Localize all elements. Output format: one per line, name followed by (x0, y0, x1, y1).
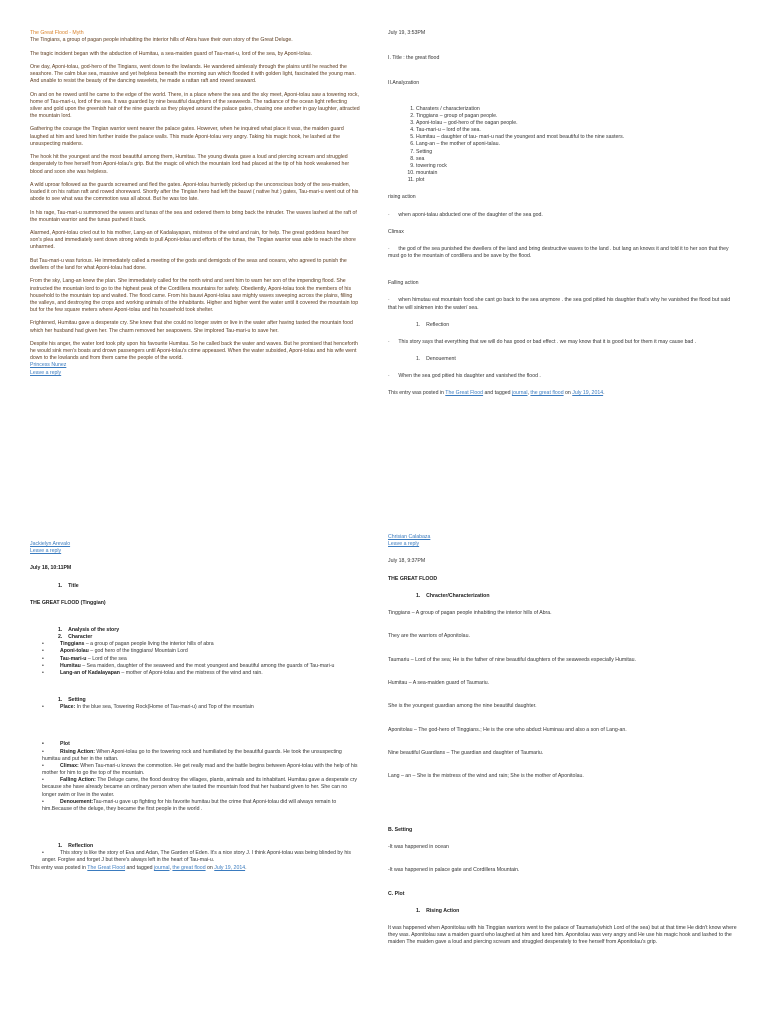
paragraph: But Tau-mari-u was furious. He immediately called a meeting of the gods and demigods of the seas and oceans, who agreed to punish the dwellers of the land for what Aponi-tolau had done. (30, 257, 347, 271)
heading-text: Character (68, 634, 93, 641)
list-item: • This story is like the story of Eva and Adan, The Garden of Eden. It's a nice story J. I think Aponi-tolau was being blinded by his anger. Forgive and forget J but there's always left in the heart of Tau-mai-u. (42, 850, 360, 864)
list-item: 2. Tinggians – group of pagan people. (416, 113, 738, 120)
heading-text: Chracter/Characterization (426, 592, 490, 599)
bullet-text: · the god of the sea punished the dwellers of the land and bring destructive waves to the land . but lang an knows it and told it to her son that they must go to the mountain of cordillera and be save by the flood. (388, 245, 729, 260)
list-item (42, 777, 360, 799)
plot-list (30, 741, 360, 813)
heading-text: Reflection (426, 321, 450, 328)
setting-list (30, 704, 360, 711)
item-name: Climax: (60, 762, 79, 769)
bullet-text: · This story says that everything that we will do has good or bad effect . we may know that it is good but for them it may cause bad . (388, 338, 697, 345)
paragraph: Humitau – A sea-maiden guard of Taumariu. (388, 679, 490, 686)
list-item: 7. Setting (416, 149, 738, 156)
list-item (42, 648, 360, 655)
paragraph: Frightened, Humitau gave a desperate cry. She knew that she could no longer swim or live in the water after having tasted the mountain food which her husband had given her. The charm removed her seapowers. She implored Tau-mari-u to save her. (30, 320, 353, 334)
paragraph: Taumariu – Lord of the sea; He is the father of nine beautiful daughters of the seaweeds especially Humitau. (388, 656, 636, 663)
item-name: Rising Action: (60, 748, 95, 755)
character-list (30, 641, 360, 677)
item-name: Denouement: (60, 798, 94, 805)
bullet-text-content: When the sea god pitied his daughter and vanished the flood . (398, 373, 541, 380)
post-title: The Great Flood - Myth (30, 30, 84, 36)
paragraph: Nine beautiful Guardians – The guardian and daughter of Taumariu. (388, 750, 544, 757)
story-heading: THE GREAT FLOOD (388, 575, 438, 582)
post-footer (30, 865, 360, 872)
footer-text: This entry was posted in (388, 390, 446, 397)
number: 1. (58, 843, 63, 850)
footer-text: . (603, 390, 605, 397)
list-item: 4. Tau-mari-u – lord of the sea. (416, 127, 738, 134)
heading-text: Analysis of the story (68, 626, 120, 633)
item-name: Falling Action: (60, 777, 96, 784)
paragraph: They are the warriors of Aponitolau. (388, 633, 470, 640)
item-name: Tau-mari-u (60, 655, 87, 662)
paragraph: The hook hit the youngest and the most beautiful among them, Humitau. The young diwata gave a loud and piercing scream and struggled desperately to free herself from Aponi-tolau's grip. But the magic oil which the mountain lord had placed at the tip of his hook weakened her blood and soon she was helpless. (30, 154, 350, 175)
number: 1. (58, 626, 63, 633)
heading-text: Reflection (68, 843, 94, 850)
section-label: Falling action (388, 280, 419, 287)
numbered-heading (30, 627, 360, 634)
number: 1. (416, 592, 421, 599)
reply-link[interactable]: Leave a reply (388, 541, 420, 548)
footer-text: and tagged (125, 864, 154, 871)
numbered-heading (30, 583, 360, 590)
footer-text: on (205, 864, 215, 871)
section-heading: C. Plot (388, 890, 405, 897)
paragraph: Lang – an – She is the mistress of the wind and rain; She is the mother of Aponitolau. (388, 773, 584, 780)
date-link[interactable]: July 19, 2014 (214, 864, 246, 871)
numbered-heading (30, 843, 360, 850)
footer-text: . (245, 864, 247, 871)
item-text: The Deluge came, the flood destroy the villages, plants, animals and its inhabitant. Humitau gave a desperate cry because she have already became an ordinary person when she tasted the mountain food that her husband given to her. She can no longer swim or live in the water. (42, 777, 357, 798)
list-item (42, 799, 360, 813)
tag-link[interactable]: journal (153, 864, 170, 871)
paragraph: One day, Aponi-tolau, god-hero of the Tingians, went down to the lowlands. He wandered aimlessly through the plains until he reached the seashore. The calm blue sea, massive and yet helpless beneath the morning sun which flooded it with golden light, fascinated the young man. And unable to resist the beauty of the dancing wavelets, he made a rattan raft and rowed seaward. (30, 63, 356, 85)
list-item: 3. Aponi-tolau – god-hero of the oagan people. (416, 120, 738, 127)
footer-text: and tagged (483, 390, 512, 397)
item-text: – god hero of the tinggians/ Mountain Lord (88, 648, 188, 655)
heading-text: Rising Action (426, 907, 460, 914)
comment-chrisian (388, 534, 738, 953)
paragraph: The Tingians, a group of pagan people inhabiting the interior hills of Abra have their own story of the Great Deluge. (30, 37, 293, 44)
list-item: 5. Humitau – daughter of tau- mari-u nad the youngest and most beautiful to the nine sasters. (416, 134, 738, 141)
paragraph: -It was happened in palace gate and Cordillera Mountain. (388, 867, 520, 874)
footer-text: This entry was posted in (30, 864, 88, 871)
post-date: July 18, 10:11PM (30, 565, 72, 572)
bullet-text-content: when aponi-talau abducted one of the daughter of the sea god. (398, 211, 543, 218)
date-link[interactable]: July 19, 2014 (572, 390, 604, 397)
bullet-text-content: the god of the sea punished the dwellers of the land and bring destructive waves to the land . but lang an knows it and told it to her son that they must go to the mountain of cordillera and be save by the flood. (388, 245, 729, 260)
numbered-heading (388, 593, 738, 600)
myth-post (30, 30, 360, 377)
bullet-text: · When the sea god pitied his daughter and vanished the flood . (388, 373, 541, 380)
item-text: – a group of pagan people living the interior hills of abra (84, 641, 214, 648)
list-heading: • Plot (42, 741, 360, 748)
paragraph: Tinggians – A group of pagan people inhabiting the interior hills of Abra. (388, 609, 552, 616)
numbered-heading (388, 908, 738, 915)
item-text: In the blue sea, Towering Rock(Home of Tau-mari-u) and Top of the mountain (75, 704, 254, 711)
list-item (42, 670, 360, 677)
list-item: 6. Lang-an – the mother of aponi-talau. (416, 141, 738, 148)
item-text: Tau-mari-u gave up fighting for his favorite humitau but the crime that Aponi-tolau did will always remain to him.Because of the deluge, they became the first people in the world . (42, 798, 337, 812)
list-item: 11. plot (416, 177, 738, 184)
paragraph: A wild uproar followed as the guards screamed and fled the gates. Aponi-tolau hurriedly picked up the unconscious body of the sea-maiden, loaded it on his rattan raft and rowed shoreward. Shortly after the Tingian hero had left the bauwi ( native hut ) gates, Tau-mari-u went out of his abode to see what was the commotion was all about. But he was too late. (30, 181, 359, 203)
bullet-text: · when aponi-talau abducted one of the daughter of the sea god. (388, 211, 543, 218)
author-link[interactable]: Chrisian Calabaza (388, 534, 431, 540)
analysis-post (388, 30, 738, 398)
paragraph: In his rage, Tau-mari-u summoned the waves and tunas of the sea and ordered them to bring back the intruder. The waves lashed at the raft of the mountain warrior and the tunas pushed it back. (30, 209, 357, 223)
item-text: When Aponi-tolau go to the towering rock and humiliated by the beautiful guards. He took the unsuspecting humitau and put her in the rattan. (42, 748, 342, 762)
bullet-text-content: when himutau eat mountain food she cant go back to the sea anymore . the sea god pitied his daughter that's why he vanished the flood but said that he will sinkmen into the water/ sea. (388, 297, 731, 311)
section-heading: B. Setting (388, 826, 413, 833)
author-link[interactable]: Princess Nunez (30, 362, 67, 369)
post-footer (388, 390, 738, 397)
item-text: When Tau-mari-u knows the commotion. He get really mad and the battle begins between Aponi-tolau with the help of his mother for him to go the top of the mountain. (42, 762, 358, 777)
heading-text: Setting (68, 697, 86, 704)
tag-link[interactable]: the great flood (172, 864, 206, 871)
paragraph: Aponitolau – The god-hero of Tinggians.; He is the one who abduct Huminau and also a son of Lang-an. (388, 726, 627, 733)
numbered-heading: 1. Reflection (416, 321, 450, 328)
list-item: 8. sea (416, 156, 738, 163)
numbered-heading (30, 634, 360, 641)
list-item: 1. Charaters / characterization (416, 106, 738, 113)
item-text: – mother of Aponi-tolau and the mistress of the wind and rain. (119, 669, 263, 676)
paragraph: On and on he rowed until he came to the edge of the world. There, in a place where the sea and the sky meet, Aponi-tolau saw a towering rock, home of Tau-mari-u, lord of the sea. It was guarded by nine beautiful daughters of the seaweeds. The radiance of the ocean light reflecting silver and gold upon the greenish hair of the nine guards as they played around the palace gates, chasing one another in gay laughter, attracted the mountain lord. (30, 91, 360, 120)
bullet-text-content: This story says that everything that we will do has good or bad effect . we may know that it is good but for them it may cause bad . (398, 338, 697, 345)
list-item (42, 663, 360, 670)
heading-text: Denouement (426, 356, 456, 363)
author-link[interactable]: Jackielyn Arevalo (30, 541, 71, 547)
numbered-heading: 1. Denouement (416, 356, 456, 363)
comment-jackielyn (30, 541, 360, 872)
item-name: Aponi-tolau (60, 648, 89, 655)
list-item (42, 656, 360, 663)
paragraph: Alarmed, Aponi-tolau cried out to his mother, Lang-an of Kadalayapan, mistress of the wind and rain, for help. The great goddess heard her son's plea and immediately sent down strong winds to pull Aponi-tolau and efforts of the tunas, the Tingian warrior was able to reach the shore unharmed. (30, 230, 356, 251)
item-name: Place: (60, 704, 76, 711)
reply-link[interactable]: Leave a reply (30, 548, 62, 555)
paragraph: The tragic incident began with the abduction of Humitau, a sea-maiden guard of Tau-mari-u, lord of the sea, by Aponi-tolau. (30, 50, 312, 57)
item-name: Tinggians (60, 641, 85, 648)
footer-text: on (563, 390, 573, 397)
category-link[interactable]: The Great Flood (445, 390, 484, 397)
numbered-heading (30, 697, 360, 704)
title-line: I. Title : the great flood (388, 55, 440, 62)
tag-link[interactable]: the great flood (530, 390, 564, 397)
bullet-text: · when himutau eat mountain food she cant go back to the sea anymore . the sea god pitied his daughter that's why he vanished the flood but said that he will sinkmen into the water/ sea. (388, 297, 731, 311)
post-date: July 19, 3:53PM (388, 30, 426, 36)
section-label: Climax (388, 228, 404, 235)
reflection-list (30, 850, 360, 864)
section-heading: II.Analyzation (388, 80, 420, 87)
list-item (42, 749, 360, 763)
list-item (42, 641, 360, 648)
category-link[interactable]: The Great Flood (87, 864, 126, 871)
paragraph: Despite his anger, the water lord took pity upon his favourite Humitau. So he called back the water and waves. But he promised that henceforth he would sink men's boats and drown passengers until Aponi-tolau's crime appeased. When the water subsided, Aponi-tolau and his wife went down to the lowlands and from them came the people of the world. (30, 340, 358, 362)
tag-link[interactable]: journal (511, 390, 528, 397)
analysis-list (388, 106, 738, 185)
footer-text: , (527, 390, 531, 397)
paragraph: It was happened when Aponitolau with his Tinggian warriors went to the palace of Taumariu(which Lord of the sea) but at that time He didn't know where they was. Aponitolau saw a maiden guard who laughed at him and lured him. Aponitolau was very angry and He use his magic hook and lashed to the maiden The maiden gave a loud and piercing scream and struggled desperately to free herself from Aponitolau's grip. (388, 924, 737, 946)
item-name: Lang-an of Kadalayapan (60, 669, 120, 676)
paragraph: -It was happened in ocean (388, 843, 449, 850)
number: 2. (58, 634, 63, 641)
footer-text: , (169, 864, 173, 871)
section-label: rising action (388, 194, 416, 201)
number: 1. (58, 697, 63, 704)
paragraph: Gathering the courage the Tingian warrior went nearer the palace gates. However, when he inquired what place it was, the maiden guard laughed at him and lured him further inside the palace walls. This made Aponi-tolau very angry. Taking his magic hook, he lashed at the unsuspecting maidens. (30, 126, 344, 147)
post-date: July 18, 9:37PM (388, 558, 426, 565)
heading-text: Title (68, 582, 79, 589)
paragraph: She is the youngest guardian among the nine beautiful daughter. (388, 703, 537, 710)
number: 1. (58, 582, 63, 589)
list-item (42, 763, 360, 777)
story-heading: THE GREAT FLOOD (Tinggian) (30, 599, 106, 606)
paragraph: From the sky, Lang-an knew the plan. She immediately called for the north wind and sent him to warn her son of the impending flood. She instructed the mountain lord to go to the highest peak of the Cordillera mountains for safety. Obediently, Aponi-tolau took the members of his household to the mountain top and waited. The flood came. From his bauwi Aponi-tolau saw mighty waves sweeping across the plains, filling the valleys, and destroying the crops and working animals of the inhabitants. Higher and higher went the water until it covered the mountain top but for the few square meters where Aponi-tolau and his household took shelter. (30, 278, 359, 314)
number: 1. (416, 907, 421, 914)
list-item: 9. towering rock (416, 163, 738, 170)
reply-link[interactable]: Leave a reply (30, 369, 62, 376)
item-name: Humitau (60, 662, 81, 669)
item-text: – Sea maiden, daughter of the seaweed and the most youngest and beautiful among the guards of Tau-mari-u (80, 662, 335, 669)
list-item: 10. mountain (416, 170, 738, 177)
list-item (42, 704, 360, 711)
item-text: – Lord of the sea (86, 655, 127, 662)
